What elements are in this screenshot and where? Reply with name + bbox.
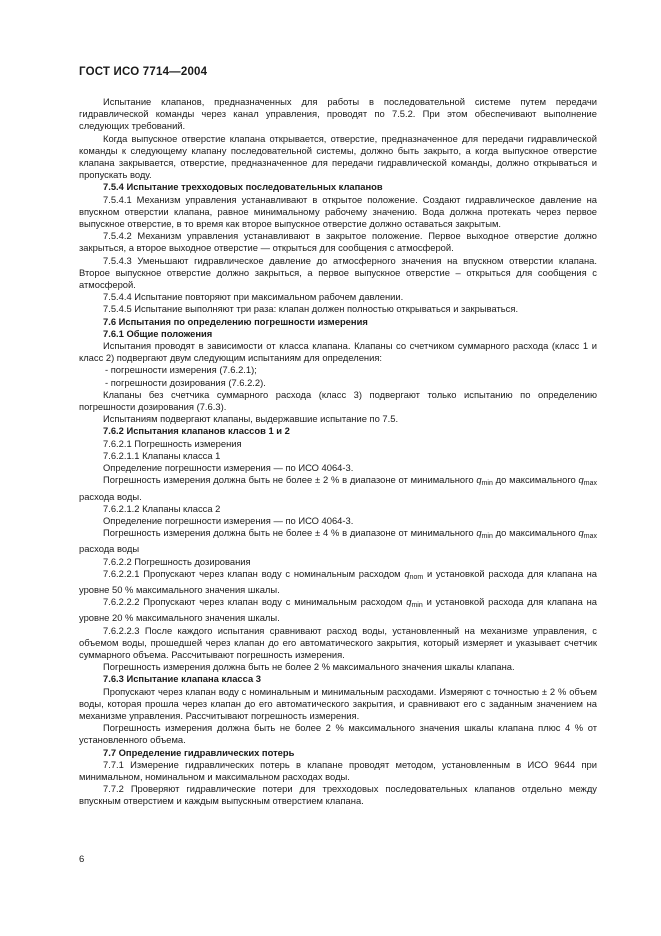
paragraph: Определение погрешности измерения — по ИСО 4064-3. [103,514,354,526]
section-heading: 7.6.1 Общие положения [103,327,213,339]
document-body [79,96,597,808]
paragraph: 7.6.2.1 Погрешность измерения [103,437,242,449]
list-item: - погрешности измерения (7.6.2.1); [105,364,257,376]
variable: q [476,527,482,539]
paragraph-text: Погрешность измерения должна быть не более ± 4 % в диапазоне от минимального [103,527,477,539]
paragraph: 7.6.2.1.2 Клапаны класса 2 [103,502,221,514]
paragraph-with-formula [79,568,597,596]
variable: q [476,474,482,486]
paragraph-text: до максимального [492,474,579,486]
variable: q [406,596,412,608]
paragraph-with-formula [79,596,597,624]
variable: q [578,527,584,539]
paragraph: 7.5.4.2 Механизм управления устанавливают в закрытое положение. Первое выходное отверстие должно закрыться, а второе выходное отверстие — открыться для сообщения с атмосферой. [79,230,597,254]
paragraph: 7.6.2.2.3 После каждого испытания сравнивают расход воды, установленный на механизме управления, с объемом воды, прошедшей через клапан до его автоматического закрытия, который измеряет и указывает счетчик суммарного объема. Рассчитывают погрешность измерения. [79,624,597,660]
paragraph: Клапаны без счетчика суммарного расхода (класс 3) подвергают только испытанию по определению погрешности дозирования (7.6.3). [79,388,597,413]
paragraph-with-formula [79,474,597,502]
paragraph-text: 7.6.2.2.2 Пропускают через клапан воду с минимальным расходом [103,596,407,608]
page-number: 6 [79,854,85,865]
paragraph: 7.6.2.1.1 Клапаны класса 1 [103,449,221,461]
paragraph: 7.7.1 Измерение гидравлических потерь в клапане проводят методом, установленным в ИСО 9644 при минимальном, номинальном и максимальном расходах воды. [79,758,597,782]
paragraph: 7.6.2.2 Погрешность дозирования [103,555,251,567]
list-item: - погрешности дозирования (7.6.2.2). [105,376,266,388]
paragraph: Испытаниям подвергают клапаны, выдержавшие испытание по 7.5. [103,413,399,425]
subscript: min [411,602,423,610]
paragraph-text: расхода воды [79,543,140,555]
paragraph: 7.5.4.1 Механизм управления устанавливают в открытое положение. Создают гидравлическое давление на впускном отверстии клапана, равное минимальному рабочему значению. Вода должна протекать через первое выпускное отверстие, в то время как второе выпускное отверстие должно оставаться закрытым. [79,193,597,230]
document-header: ГОСТ ИСО 7714—2004 [79,66,208,78]
paragraph: Когда выпускное отверстие клапана открывается, отверстие, предназначенное для передачи гидравлической команды к следующему клапану последовательной системы, должно быть закрыто, а когда выпускное отверстие клапана закрывается, отверстие, предназначенное для передачи гидравлической команды, должно открываться и пропускать воду. [79,132,597,181]
section-heading: 7.6.2 Испытания клапанов классов 1 и 2 [103,425,290,437]
paragraph: Испытания проводят в зависимости от класса клапана. Клапаны со счетчиком суммарного расхода (класс 1 и класс 2) подвергают двум следующим испытаниям для определения: [79,340,597,364]
paragraph: Испытание клапанов, предназначенных для работы в последовательной системе путем передачи гидравлической команды через канал управления, проводят по 7.5.2. При этом обеспечивают выполнение следующих требований. [79,96,597,132]
section-heading: 7.6 Испытания по определению погрешности измерения [103,315,368,327]
subscript: min [481,480,493,488]
paragraph: 7.5.4.5 Испытание выполняют три раза: клапан должен полностью открываться и закрываться. [103,303,519,315]
paragraph: Погрешность измерения должна быть не более 2 % максимального значения шкалы клапана. [103,661,515,673]
section-heading: 7.7 Определение гидравлических потерь [103,746,295,758]
paragraph-with-formula [79,527,597,555]
paragraph: 7.5.4.4 Испытание повторяют при максимальном рабочем давлении. [103,291,404,303]
subscript: max [583,480,597,488]
variable: q [578,474,584,486]
paragraph-text: Погрешность измерения должна быть не более ± 2 % в диапазоне от минимального [103,474,477,486]
paragraph: Определение погрешности измерения — по ИСО 4064-3. [103,462,354,474]
paragraph-text: и установкой расхода для клапана на уровне 50 % максимального значения шкалы. [79,567,598,595]
variable: q [404,567,410,579]
paragraph-text: 7.6.2.2.1 Пропускают через клапан воду с номинальным расходом [103,567,405,579]
section-heading: 7.5.4 Испытание трехходовых последовательных клапанов [103,181,383,193]
paragraph-text: расхода воды. [79,490,142,502]
subscript: nom [409,573,424,581]
subscript: min [481,533,493,541]
paragraph: 7.7.2 Проверяют гидравлические потери для трехходовых последовательных клапанов отдельно между впускным отверстием и каждым выпускным отверстием клапана. [79,783,597,807]
paragraph-text: до максимального [492,527,579,539]
paragraph: 7.5.4.3 Уменьшают гидравлическое давление до атмосферного значения на впускном отверстии клапана. Второе выпускное отверстие должно закрыться, а первое выпускное отверстие – открыться для сообщения с атмосферой. [79,254,597,291]
paragraph: Погрешность измерения должна быть не более 2 % максимального значения шкалы клапана плюс 4 % от установленного объема. [79,722,597,746]
paragraph-text: и установкой расхода для клапана на уровне 20 % максимального значения шкалы. [79,596,597,624]
subscript: max [583,533,597,541]
section-heading: 7.6.3 Испытание клапана класса 3 [103,673,262,685]
paragraph: Пропускают через клапан воду с номинальным и минимальным расходами. Измеряют с точностью ± 2 % объем воды, которая прошла через клапан до его автоматического закрытия, и сравнивают его с заданным значением на механизме управления. Рассчитывают погрешность измерения. [79,685,597,721]
